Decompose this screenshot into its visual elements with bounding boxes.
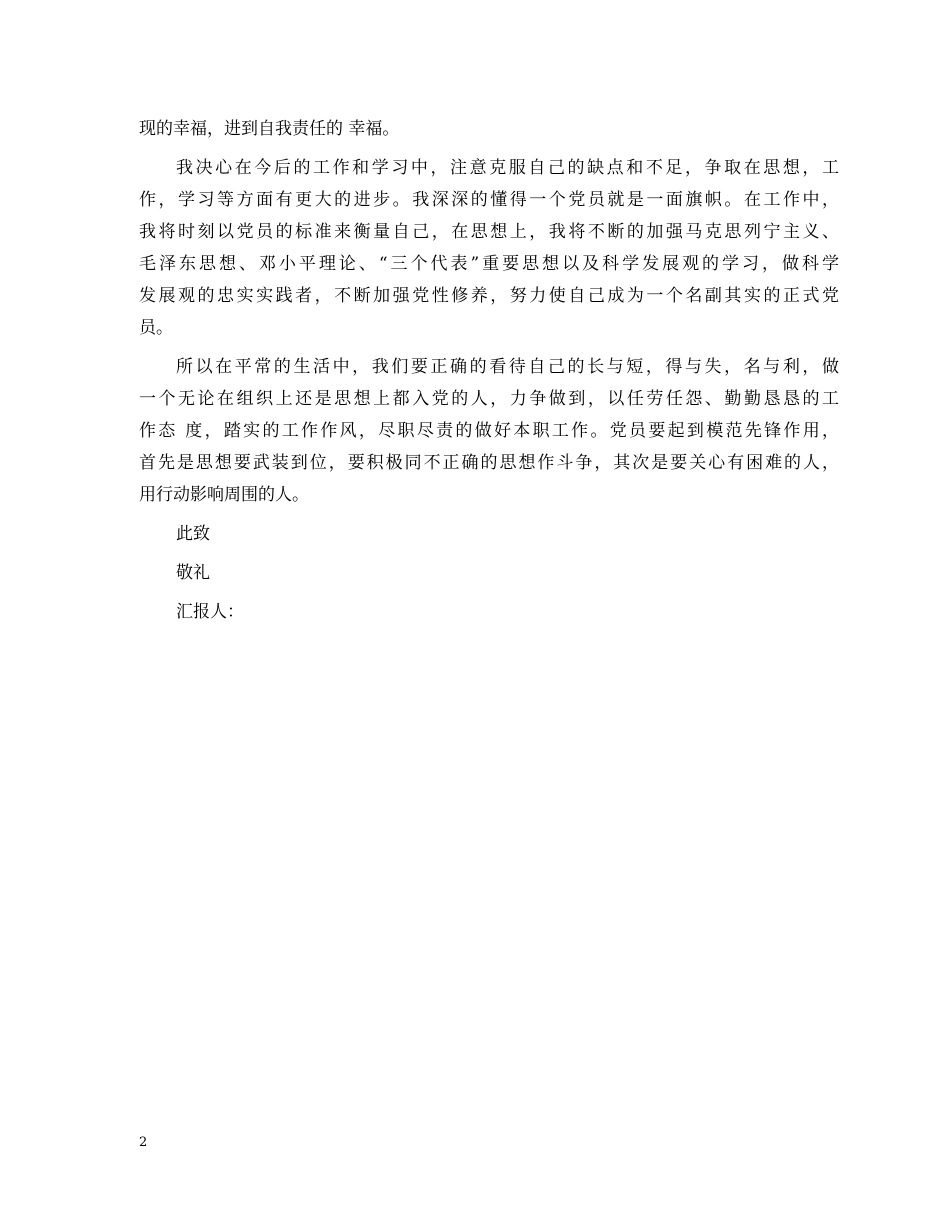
body-line: 作，学习等方面有更大的进步。我深深的懂得一个党员就是一面旗帜。在工作中， — [139, 190, 839, 210]
body-line: 毛泽东思想、邓小平理论、“三个代表”重要思想以及科学发展观的学习，做科学 — [139, 254, 839, 274]
body-line: 发展观的忠实实践者，不断加强党性修养，努力使自己成为一个名副其实的正式党 — [139, 286, 839, 306]
body-line: 首先是思想要武装到位，要积极同不正确的思想作斗争，其次是要关心有困难的人， — [139, 453, 839, 473]
body-line: 用行动影响周围的人。 — [139, 485, 309, 505]
closing-line: 此致 — [176, 524, 210, 544]
paragraph-start-line: 我决心在今后的工作和学习中，注意克服自己的缺点和不足，争取在思想，工 — [176, 158, 839, 178]
body-line: 一个无论在组织上还是思想上都入党的人，力争做到，以任劳任怨、勤勤恳恳的工 — [139, 389, 839, 409]
reporter-line: 汇报人： — [176, 602, 244, 622]
body-line: 员。 — [139, 318, 173, 338]
body-line: 作态 度，踏实的工作作风，尽职尽责的做好本职工作。党员要起到模范先锋作用， — [139, 421, 839, 441]
page-number: 2 — [139, 1135, 148, 1150]
salutation-line: 敬礼 — [176, 563, 210, 583]
body-line: 我将时刻以党员的标准来衡量自己，在思想上，我将不断的加强马克思列宁主义、 — [139, 222, 839, 242]
paragraph-start-line: 所以在平常的生活中，我们要正确的看待自己的长与短，得与失，名与利，做 — [176, 357, 839, 377]
body-line: 现的幸福，进到自我责任的 幸福。 — [139, 119, 400, 139]
